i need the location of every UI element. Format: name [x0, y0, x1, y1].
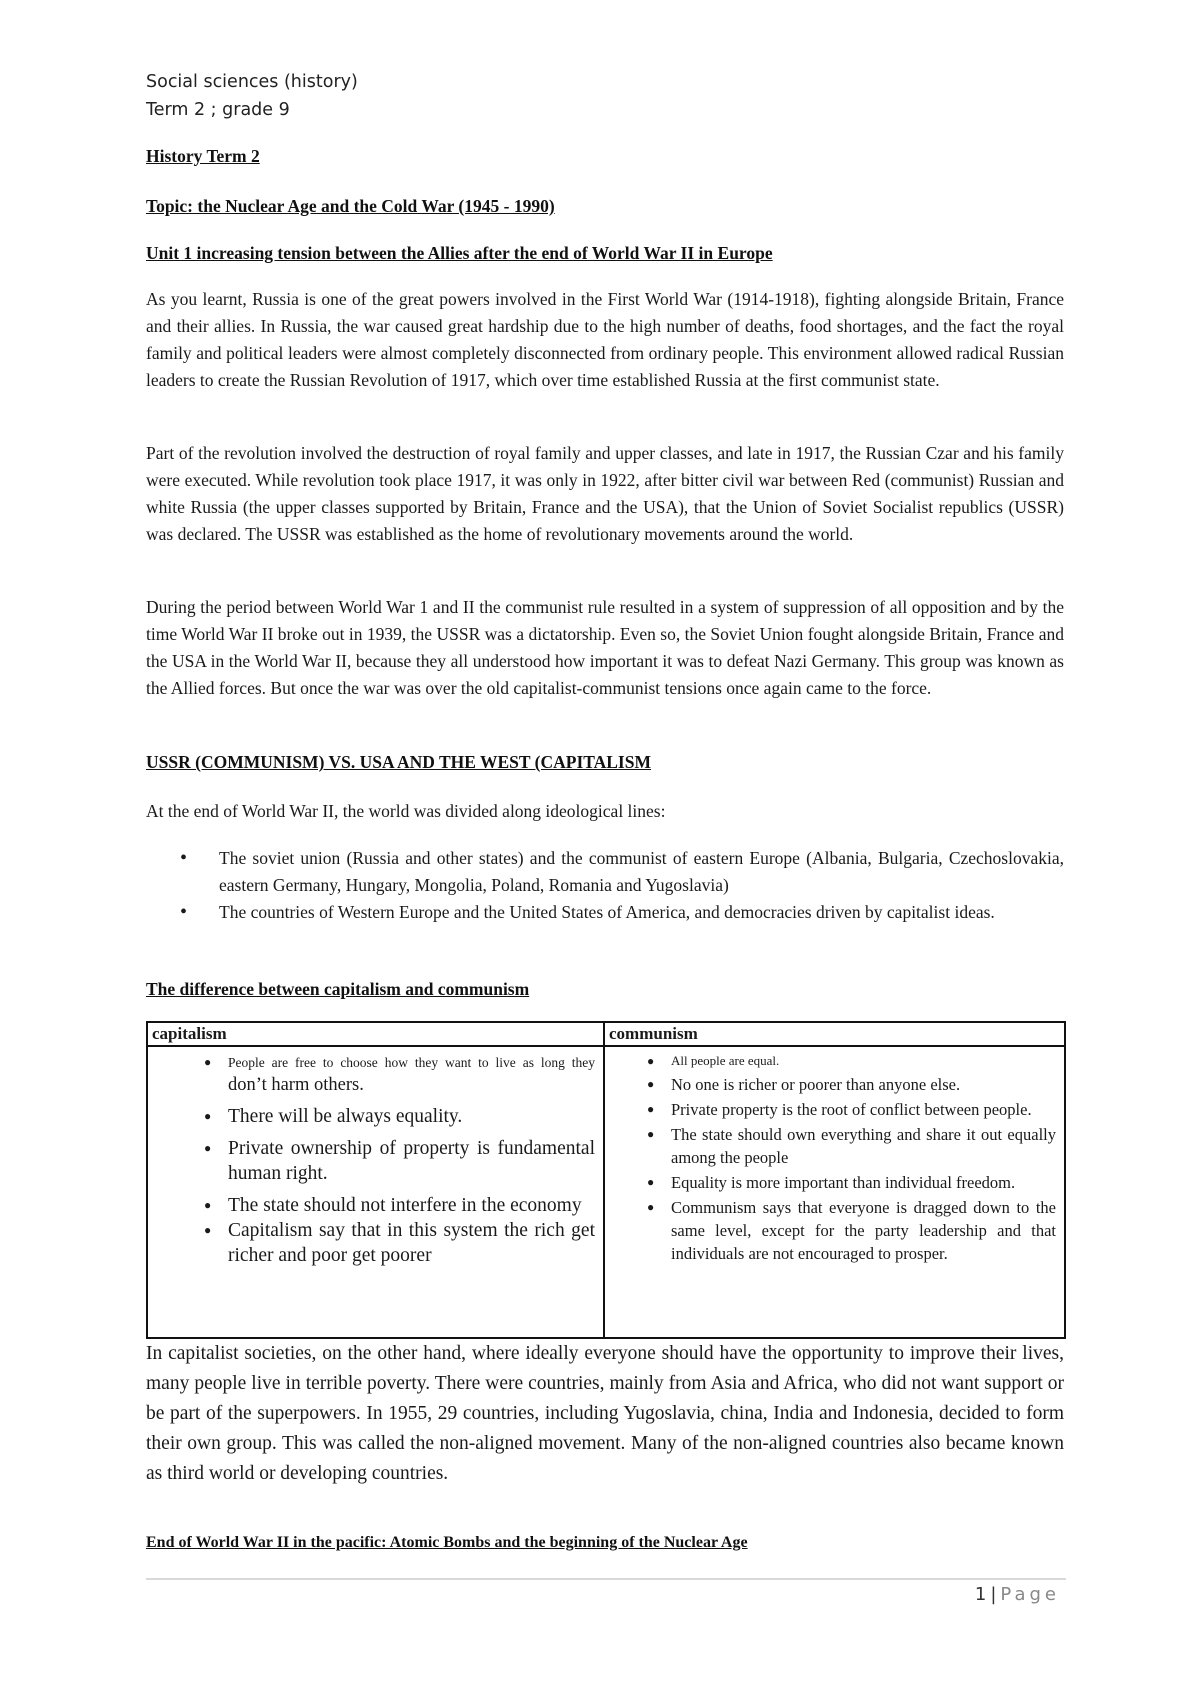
ussr-vs-usa-heading: USSR (COMMUNISM) VS. USA AND THE WEST (CAPITALISM — [146, 752, 651, 772]
capitalism-list — [156, 1051, 595, 1268]
list-item: ● Private property is the root of conflict between people. — [613, 1098, 1056, 1121]
communism-list — [613, 1051, 1056, 1265]
ideology-list — [146, 845, 1064, 926]
list-item: ● No one is richer or poorer than anyone else. — [613, 1073, 1056, 1096]
capitalism-column-header: capitalism — [147, 1022, 604, 1046]
page-number: 1 — [974, 1584, 987, 1605]
page-footer — [975, 1584, 1060, 1605]
capitalism-item-1-small: People are free to choose how they want to live as long they — [228, 1055, 595, 1070]
list-item: • The countries of Western Europe and the United States of America, and democracies driven by capitalist ideas. — [146, 899, 1064, 926]
list-item: ● The state should own everything and share it out equally among the people — [613, 1123, 1056, 1169]
paragraph-4: At the end of World War II, the world was divided along ideological lines: — [146, 801, 666, 821]
footer-separator: | — [990, 1584, 997, 1605]
list-item — [156, 1051, 595, 1097]
intro-paragraph — [146, 286, 1064, 394]
revolution-paragraph — [146, 440, 1064, 548]
paragraph-3: During the period between World War 1 and II the communist rule resulted in a system of suppression of all opposition and by the time World War II broke out in 1939, the USSR was a dictatorship. Even so, the Soviet Union fought alongside Britain, France and the USA in the World War II, because they all understood how important it was to defeat Nazi Germany. This group was known as the Allied forces. But once the war was over the old capitalist-communist tensions once again came to the force. — [146, 597, 1064, 698]
table-header-row — [147, 1022, 1065, 1046]
page-label: Page — [1000, 1584, 1060, 1605]
list-item: ● All people are equal. — [613, 1051, 1056, 1071]
list-item: • The soviet union (Russia and other states) and the communist of eastern Europe (Albania, Bulgaria, Czechoslovakia, eastern Germany, Hungary, Mongolia, Poland, Romania and Yugoslavia) — [146, 845, 1064, 899]
unit-heading: Unit 1 increasing tension between the Allies after the end of World War II in Europe — [146, 243, 773, 263]
list-item: ● Communism says that everyone is dragged down to the same level, except for the party leadership and that individuals are not encouraged to prosper. — [613, 1196, 1056, 1265]
communism-cell — [604, 1046, 1065, 1338]
capitalism-cell — [147, 1046, 604, 1338]
end-ww2-heading: End of World War II in the pacific: Atomic Bombs and the beginning of the Nuclear Age — [146, 1534, 748, 1551]
footer-divider — [146, 1578, 1066, 1580]
term-grade-line: Term 2 ; grade 9 — [146, 100, 290, 120]
paragraph-1: As you learnt, Russia is one of the great powers involved in the First World War (1914-1918), fighting alongside Britain, France and their allies. In Russia, the war caused great hardship due to the high number of deaths, food shortages, and the fact the royal family and political leaders were almost completely disconnected from ordinary people. This environment allowed radical Russian leaders to create the Russian Revolution of 1917, which over time established Russia at the first communist state. — [146, 289, 1064, 390]
list-item: ● There will be always equality. — [156, 1104, 595, 1129]
non-aligned-paragraph — [146, 1339, 1064, 1489]
history-term-heading: History Term 2 — [146, 146, 260, 166]
list-item: ● Capitalism say that in this system the rich get richer and poor get poorer — [156, 1218, 595, 1268]
ideology-intro — [146, 798, 1064, 825]
table-row — [147, 1046, 1065, 1338]
comparison-table — [146, 1021, 1066, 1339]
difference-heading: The difference between capitalism and communism — [146, 979, 530, 999]
capitalism-item-1-large: don’t harm others. — [228, 1075, 364, 1095]
subject-line: Social sciences (history) — [146, 72, 358, 92]
list-item: ● Equality is more important than individual freedom. — [613, 1171, 1056, 1194]
communism-column-header: communism — [604, 1022, 1065, 1046]
paragraph-5: In capitalist societies, on the other hand, where ideally everyone should have the opportunity to improve their lives, many people live in terrible poverty. There were countries, mainly from Asia and Africa, who did not want support or be part of the superpowers. In 1955, 29 countries, including Yugoslavia, china, India and Indonesia, decided to form their own group. This was called the non-aligned movement. Many of the non-aligned countries also became known as third world or developing countries. — [146, 1343, 1064, 1484]
paragraph-2: Part of the revolution involved the destruction of royal family and upper classes, and late in 1917, the Russian Czar and his family were executed. While revolution took place 1917, it was only in 1922, after bitter civil war between Red (communist) Russian and white Russia (the upper classes supported by Britain, France and the USA), that the Union of Soviet Socialist republics (USSR) was declared. The USSR was established as the home of revolutionary movements around the world. — [146, 443, 1064, 544]
list-item: ● The state should not interfere in the economy — [156, 1193, 595, 1218]
interwar-paragraph — [146, 594, 1064, 702]
list-item: ● Private ownership of property is fundamental human right. — [156, 1136, 595, 1186]
topic-heading: Topic: the Nuclear Age and the Cold War (1945 - 1990) — [146, 196, 555, 216]
